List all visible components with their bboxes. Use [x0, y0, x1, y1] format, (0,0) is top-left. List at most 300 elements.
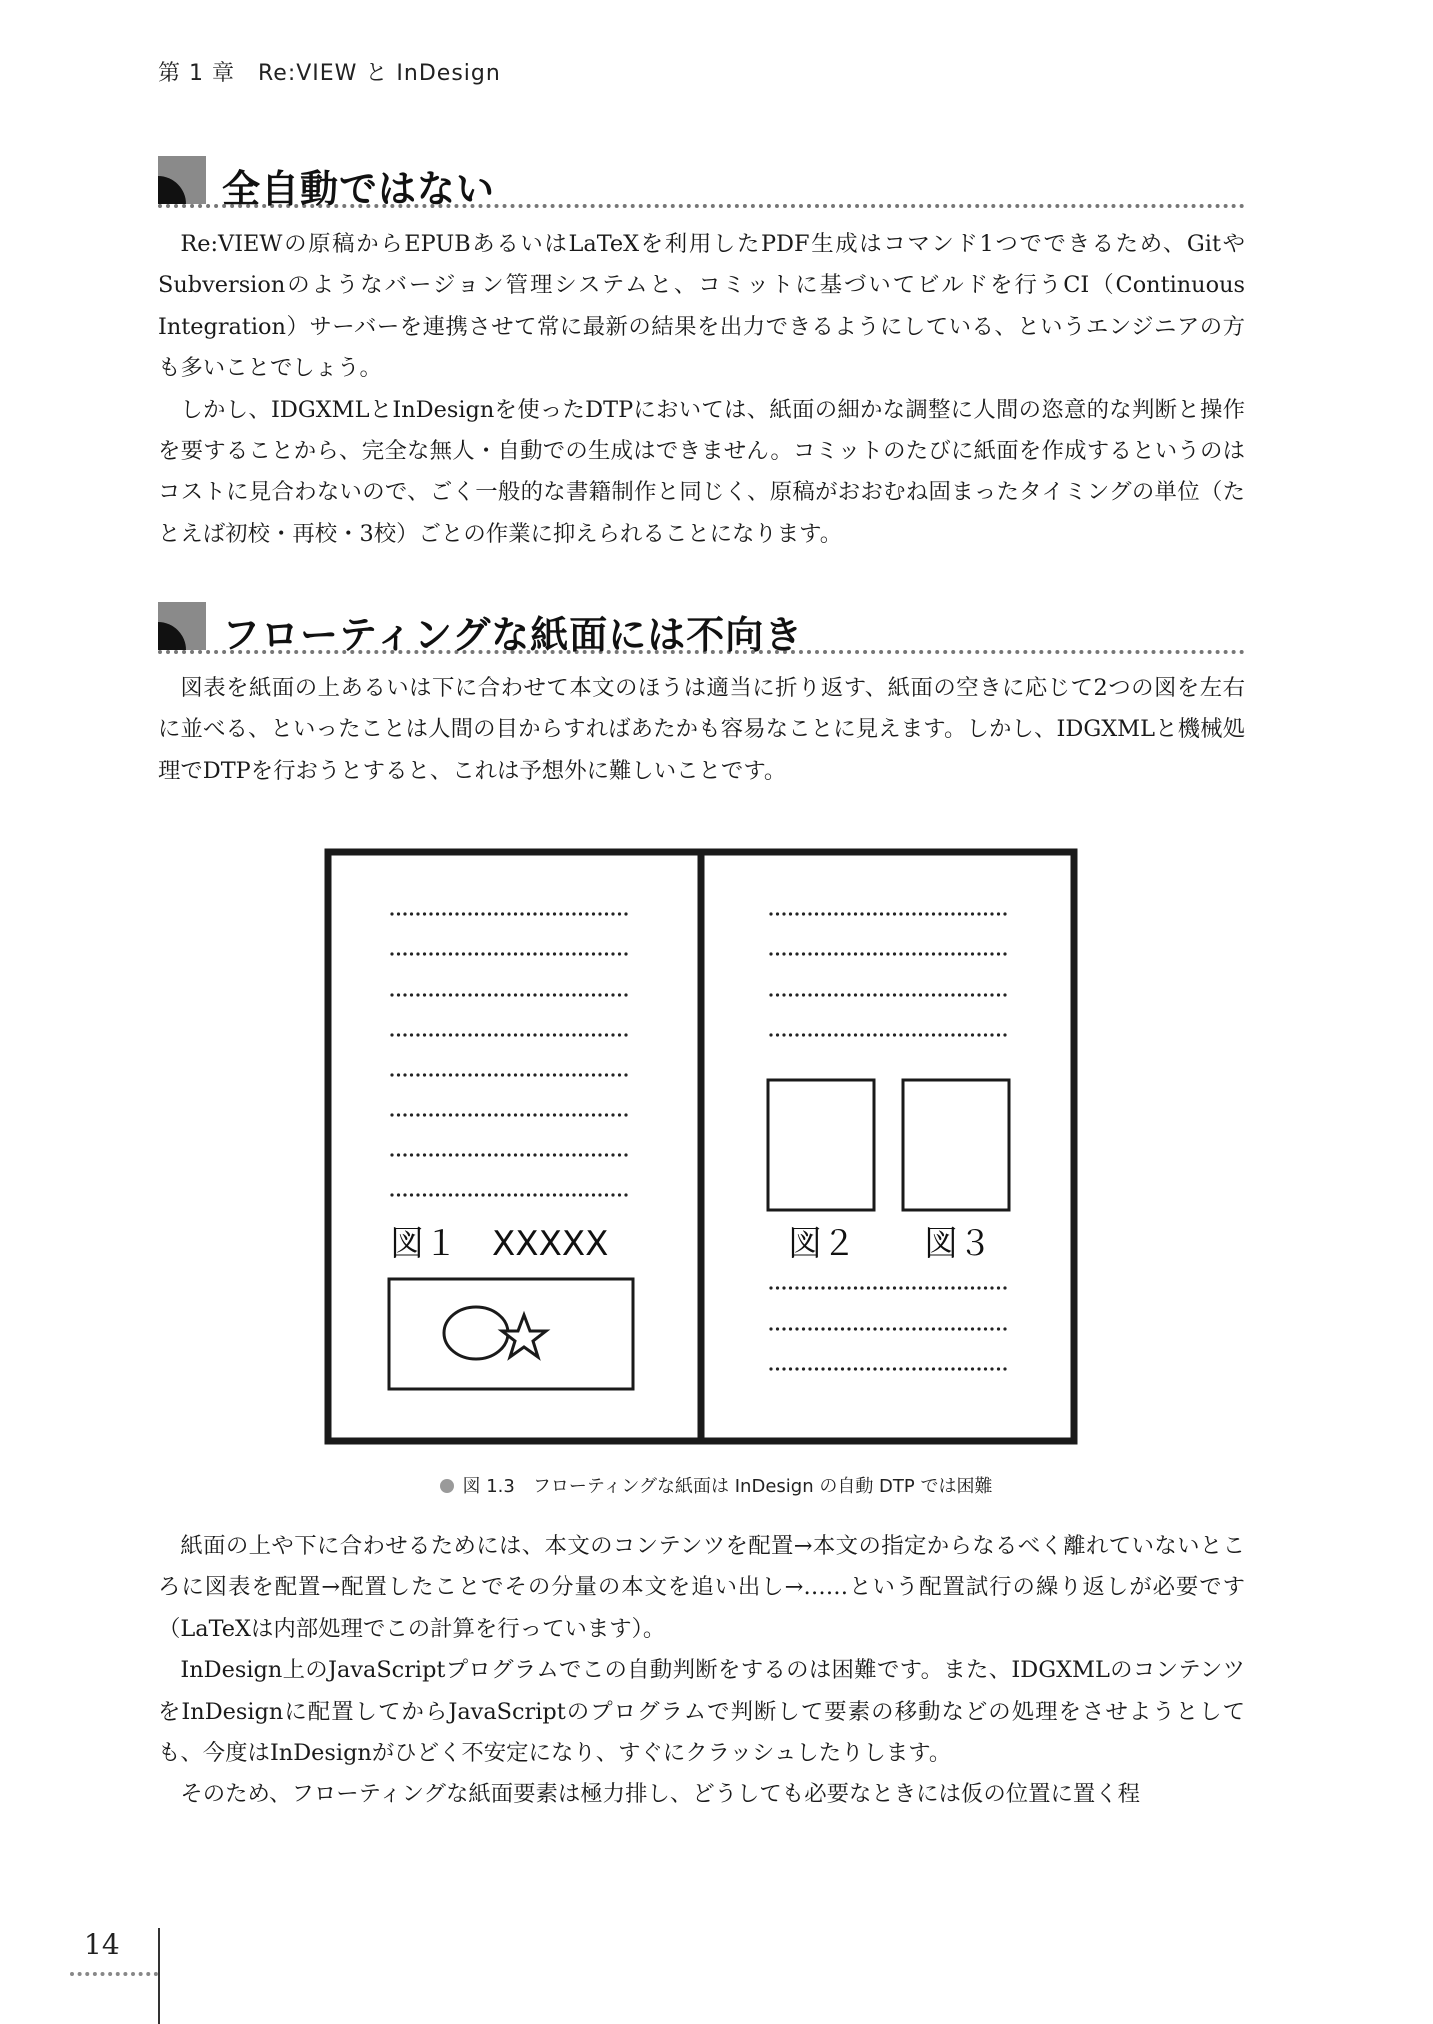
text-dot	[958, 1033, 961, 1036]
text-dot	[507, 1193, 510, 1196]
page-layout-diagram	[324, 848, 1078, 1445]
text-dot	[828, 1033, 831, 1036]
text-dot	[540, 952, 543, 955]
text-dot	[776, 1367, 779, 1370]
caption-text: 図 1.3 フローティングな紙面は InDesign の自動 DTP では困難	[462, 1476, 993, 1497]
text-dot	[605, 912, 608, 915]
text-dot	[559, 1193, 562, 1196]
text-dot	[945, 1327, 948, 1330]
text-dot	[847, 1286, 850, 1289]
text-dot	[906, 1033, 909, 1036]
text-dot	[390, 1113, 393, 1116]
paragraph: 図表を紙面の上あるいは下に合わせて本文のほうは適当に折り返す、紙面の空きに応じて2つの図を左右に並べる、といったことは人間の目からすればあたかも容易なことに見えます。しかし、IDGXMLと機械処理でDTPを行おうとすると、これは予想外に難しいことです。	[158, 675, 1245, 784]
text-dot	[912, 912, 915, 915]
text-dot	[893, 1033, 896, 1036]
text-dot	[815, 1327, 818, 1330]
text-dot	[397, 952, 400, 955]
text-dot	[769, 1367, 772, 1370]
text-dot	[423, 1033, 426, 1036]
text-dot	[462, 1033, 465, 1036]
text-dot	[880, 1286, 883, 1289]
after-figure-body	[158, 1526, 1245, 1816]
text-dot	[997, 1367, 1000, 1370]
text-dot	[893, 993, 896, 996]
text-dot	[533, 1033, 536, 1036]
text-dot	[984, 1033, 987, 1036]
text-dot	[501, 1153, 504, 1156]
text-dot	[789, 993, 792, 996]
text-dot	[776, 912, 779, 915]
text-dot	[997, 993, 1000, 996]
text-dot	[828, 912, 831, 915]
text-dot	[821, 1367, 824, 1370]
text-dot	[579, 1153, 582, 1156]
text-dot	[958, 912, 961, 915]
text-dot	[553, 952, 556, 955]
text-dot	[429, 912, 432, 915]
text-dot	[455, 952, 458, 955]
text-dot	[951, 1033, 954, 1036]
text-dot	[507, 1033, 510, 1036]
text-dot	[776, 1033, 779, 1036]
text-dot	[605, 993, 608, 996]
text-dot	[449, 1033, 452, 1036]
text-dot	[932, 1286, 935, 1289]
text-dot	[990, 1367, 993, 1370]
text-dot	[481, 993, 484, 996]
text-dot	[789, 912, 792, 915]
text-dot	[776, 993, 779, 996]
text-dot	[906, 1286, 909, 1289]
text-dot	[802, 1367, 805, 1370]
text-dot	[873, 1327, 876, 1330]
text-dot	[416, 1033, 419, 1036]
heading-marker-icon	[158, 156, 206, 204]
text-dot	[815, 1033, 818, 1036]
text-dot	[423, 1193, 426, 1196]
text-dot	[782, 952, 785, 955]
text-dot	[964, 1367, 967, 1370]
text-dot	[834, 1367, 837, 1370]
text-dot	[769, 1327, 772, 1330]
text-dot	[971, 912, 974, 915]
text-dot	[546, 1113, 549, 1116]
text-dot	[585, 952, 588, 955]
text-dot	[494, 1193, 497, 1196]
text-dot	[880, 1327, 883, 1330]
figure-3-label: 図３	[924, 1224, 992, 1264]
text-dot	[501, 1113, 504, 1116]
text-dot	[533, 1113, 536, 1116]
section-title: 全自動ではない	[222, 167, 496, 211]
text-dot	[828, 993, 831, 996]
text-dot	[449, 1073, 452, 1076]
text-dot	[585, 1073, 588, 1076]
text-dot	[899, 1367, 902, 1370]
figure-2-label: 図２	[788, 1224, 856, 1264]
text-dot	[410, 1193, 413, 1196]
text-dot	[468, 912, 471, 915]
text-dot	[592, 1193, 595, 1196]
text-dot	[997, 952, 1000, 955]
text-dot	[540, 1073, 543, 1076]
text-dot	[520, 952, 523, 955]
text-dot	[520, 912, 523, 915]
text-dot	[559, 912, 562, 915]
text-dot	[964, 912, 967, 915]
text-dot	[449, 1193, 452, 1196]
text-dot	[585, 993, 588, 996]
text-dot	[540, 993, 543, 996]
text-dot	[592, 993, 595, 996]
text-dot	[416, 1153, 419, 1156]
text-dot	[932, 912, 935, 915]
text-dot	[873, 1033, 876, 1036]
text-dot	[514, 1033, 517, 1036]
text-dot	[990, 1033, 993, 1036]
text-dot	[449, 912, 452, 915]
text-dot	[527, 1113, 530, 1116]
text-dot	[880, 952, 883, 955]
text-dot	[847, 1033, 850, 1036]
text-dot	[854, 1286, 857, 1289]
text-dot	[520, 1113, 523, 1116]
text-dot	[769, 1286, 772, 1289]
text-dot	[893, 1367, 896, 1370]
text-dot	[514, 1113, 517, 1116]
text-dot	[880, 912, 883, 915]
paragraph: Re:VIEWの原稿からEPUBあるいはLaTeXを利用したPDF生成はコマンド1つでできるため、GitやSubversionのようなバージョン管理システムと、コミットに基づいてビルドを行うCI（Continuous Integration）サーバーを連携させて常に最新の結果を出力できるようにしている、というエンジニアの方も多いことでしょう。	[158, 231, 1245, 382]
text-dot	[390, 1153, 393, 1156]
text-dot	[553, 912, 556, 915]
text-dot	[938, 1367, 941, 1370]
text-dot	[880, 1033, 883, 1036]
text-dot	[455, 1073, 458, 1076]
text-dot	[867, 1033, 870, 1036]
text-dot	[997, 1033, 1000, 1036]
text-dot	[527, 993, 530, 996]
text-dot	[390, 1033, 393, 1036]
text-dot	[553, 1153, 556, 1156]
text-dot	[789, 1286, 792, 1289]
text-dot	[977, 1327, 980, 1330]
text-dot	[1003, 1033, 1006, 1036]
text-dot	[945, 912, 948, 915]
text-dot	[782, 912, 785, 915]
text-dot	[468, 1033, 471, 1036]
text-dot	[854, 1327, 857, 1330]
text-dot	[815, 1367, 818, 1370]
text-dot	[906, 952, 909, 955]
text-dot	[880, 1367, 883, 1370]
section-title: フローティングな紙面には不向き	[222, 613, 804, 657]
text-dot	[403, 912, 406, 915]
text-dot	[403, 993, 406, 996]
text-dot	[527, 912, 530, 915]
text-dot	[403, 1193, 406, 1196]
text-dot	[572, 1033, 575, 1036]
figure-3-box	[903, 1080, 1009, 1210]
text-dot	[527, 952, 530, 955]
text-dot	[566, 912, 569, 915]
text-dot	[984, 993, 987, 996]
footer-dotted-rule	[70, 1972, 158, 1976]
text-dot	[867, 912, 870, 915]
text-dot	[971, 1367, 974, 1370]
text-dot	[501, 1073, 504, 1076]
text-dot	[598, 1113, 601, 1116]
text-dot	[468, 1073, 471, 1076]
text-dot	[468, 1193, 471, 1196]
text-dot	[1003, 1367, 1006, 1370]
text-dot	[808, 952, 811, 955]
text-dot	[494, 912, 497, 915]
text-dot	[951, 912, 954, 915]
text-dot	[598, 1073, 601, 1076]
text-dot	[579, 1193, 582, 1196]
text-dot	[828, 952, 831, 955]
text-dot	[847, 1327, 850, 1330]
text-dot	[624, 952, 627, 955]
text-dot	[769, 912, 772, 915]
running-header: 第 1 章 Re:VIEW と InDesign	[158, 61, 501, 86]
text-dot	[821, 1327, 824, 1330]
text-dot	[579, 952, 582, 955]
text-dot	[507, 1153, 510, 1156]
text-dot	[501, 993, 504, 996]
text-dot	[572, 1193, 575, 1196]
text-dot	[945, 1033, 948, 1036]
text-dot	[990, 912, 993, 915]
text-dot	[449, 1153, 452, 1156]
text-dot	[390, 912, 393, 915]
text-dot	[462, 1193, 465, 1196]
text-dot	[997, 1327, 1000, 1330]
paragraph: そのため、フローティングな紙面要素は極力排し、どうしても必要なときには仮の位置に置く程	[180, 1781, 1141, 1808]
text-dot	[867, 1367, 870, 1370]
text-dot	[919, 952, 922, 955]
text-dot	[789, 1033, 792, 1036]
text-dot	[475, 1073, 478, 1076]
text-dot	[579, 912, 582, 915]
text-dot	[585, 912, 588, 915]
text-dot	[938, 1327, 941, 1330]
text-dot	[958, 1327, 961, 1330]
text-dot	[507, 993, 510, 996]
text-dot	[919, 993, 922, 996]
text-dot	[854, 952, 857, 955]
text-dot	[514, 1153, 517, 1156]
text-dot	[488, 1033, 491, 1036]
text-dot	[507, 1073, 510, 1076]
text-dot	[821, 1286, 824, 1289]
text-dot	[873, 952, 876, 955]
text-dot	[494, 1113, 497, 1116]
text-dot	[462, 952, 465, 955]
text-dot	[776, 952, 779, 955]
text-dot	[585, 1193, 588, 1196]
text-dot	[494, 952, 497, 955]
text-dot	[899, 1327, 902, 1330]
text-dot	[566, 1153, 569, 1156]
text-dot	[984, 1367, 987, 1370]
text-dot	[436, 1153, 439, 1156]
text-dot	[514, 912, 517, 915]
text-dot	[527, 1073, 530, 1076]
text-dot	[520, 1073, 523, 1076]
text-dot	[932, 1367, 935, 1370]
text-dot	[559, 1033, 562, 1036]
text-dot	[397, 912, 400, 915]
text-dot	[945, 952, 948, 955]
text-dot	[514, 1193, 517, 1196]
text-dot	[782, 1367, 785, 1370]
text-dot	[912, 993, 915, 996]
text-dot	[802, 952, 805, 955]
text-dot	[572, 1153, 575, 1156]
text-dot	[886, 1367, 889, 1370]
text-dot	[834, 912, 837, 915]
text-dot	[468, 993, 471, 996]
figure-2-box	[768, 1080, 874, 1210]
text-dot	[481, 912, 484, 915]
text-dot	[436, 912, 439, 915]
text-dot	[605, 1113, 608, 1116]
text-dot	[802, 912, 805, 915]
text-dot	[566, 952, 569, 955]
text-dot	[436, 993, 439, 996]
text-dot	[867, 993, 870, 996]
text-dot	[494, 993, 497, 996]
text-dot	[821, 952, 824, 955]
text-dot	[932, 1033, 935, 1036]
text-dot	[429, 993, 432, 996]
text-dot	[964, 1286, 967, 1289]
text-dot	[971, 1033, 974, 1036]
text-dot	[951, 1286, 954, 1289]
text-dot	[559, 1113, 562, 1116]
text-dot	[585, 1113, 588, 1116]
text-dot	[462, 912, 465, 915]
text-dot	[925, 952, 928, 955]
text-dot	[540, 1113, 543, 1116]
text-dot	[514, 1073, 517, 1076]
text-dot	[442, 1033, 445, 1036]
text-dot	[533, 993, 536, 996]
text-dot	[795, 912, 798, 915]
text-dot	[977, 1367, 980, 1370]
text-dot	[808, 993, 811, 996]
text-dot	[390, 1073, 393, 1076]
text-dot	[566, 993, 569, 996]
text-dot	[488, 1193, 491, 1196]
text-dot	[951, 1327, 954, 1330]
text-dot	[789, 1367, 792, 1370]
text-dot	[899, 912, 902, 915]
text-dot	[442, 1153, 445, 1156]
text-dot	[886, 912, 889, 915]
text-dot	[507, 1113, 510, 1116]
text-dot	[442, 993, 445, 996]
text-dot	[932, 952, 935, 955]
text-dot	[624, 1153, 627, 1156]
text-dot	[958, 993, 961, 996]
text-dot	[932, 1327, 935, 1330]
text-dot	[919, 1327, 922, 1330]
text-dot	[854, 1033, 857, 1036]
text-dot	[815, 952, 818, 955]
text-dot	[925, 1367, 928, 1370]
text-dot	[429, 1113, 432, 1116]
text-dot	[618, 1153, 621, 1156]
text-dot	[971, 1327, 974, 1330]
text-dot	[455, 1113, 458, 1116]
text-dot	[416, 952, 419, 955]
text-dot	[808, 1367, 811, 1370]
text-dot	[971, 952, 974, 955]
text-dot	[579, 993, 582, 996]
text-dot	[624, 1033, 627, 1036]
text-dot	[436, 1033, 439, 1036]
text-dot	[410, 1033, 413, 1036]
text-dot	[899, 1286, 902, 1289]
text-dot	[501, 1033, 504, 1036]
text-dot	[860, 912, 863, 915]
text-dot	[997, 912, 1000, 915]
text-dot	[488, 912, 491, 915]
text-dot	[808, 1033, 811, 1036]
text-dot	[442, 1073, 445, 1076]
paragraph: しかし、IDGXMLとInDesignを使ったDTPにおいては、紙面の細かな調整に人間の恣意的な判断と操作を要することから、完全な無人・自動での生成はできません。コミットのたびに紙面を作成するというのはコストに見合わないので、ごく一般的な書籍制作と同じく、原稿がおおむね固まったタイミングの単位（たとえば初校・再校・3校）ごとの作業に抑えられることになります。	[158, 396, 1245, 547]
text-dot	[971, 993, 974, 996]
text-dot	[886, 1286, 889, 1289]
text-dot	[488, 1073, 491, 1076]
text-dot	[598, 1193, 601, 1196]
text-dot	[592, 1153, 595, 1156]
text-dot	[618, 993, 621, 996]
text-dot	[977, 993, 980, 996]
text-dot	[527, 1153, 530, 1156]
text-dot	[585, 1033, 588, 1036]
text-dot	[611, 1033, 614, 1036]
text-dot	[951, 952, 954, 955]
section-1-body	[158, 224, 1245, 555]
text-dot	[860, 993, 863, 996]
text-dot	[951, 993, 954, 996]
text-dot	[481, 1073, 484, 1076]
text-dot	[462, 1073, 465, 1076]
text-dot	[841, 1033, 844, 1036]
text-dot	[938, 993, 941, 996]
text-dot	[598, 1153, 601, 1156]
text-dot	[436, 1113, 439, 1116]
text-dot	[410, 952, 413, 955]
text-dot	[802, 1286, 805, 1289]
text-dot	[776, 1327, 779, 1330]
text-dot	[815, 993, 818, 996]
text-dot	[501, 1193, 504, 1196]
text-dot	[893, 1286, 896, 1289]
text-dot	[769, 993, 772, 996]
paragraph: 紙面の上や下に合わせるためには、本文のコンテンツを配置→本文の指定からなるべく離れていないところに図表を配置→配置したことでその分量の本文を追い出し→……という配置試行の繰り返しが必要です（LaTeXは内部処理でこの計算を行っています）。	[158, 1533, 1245, 1642]
text-dot	[977, 912, 980, 915]
text-dot	[429, 1193, 432, 1196]
text-dot	[540, 1033, 543, 1036]
text-dot	[403, 1073, 406, 1076]
text-dot	[808, 1286, 811, 1289]
text-dot	[624, 1193, 627, 1196]
text-dot	[854, 993, 857, 996]
